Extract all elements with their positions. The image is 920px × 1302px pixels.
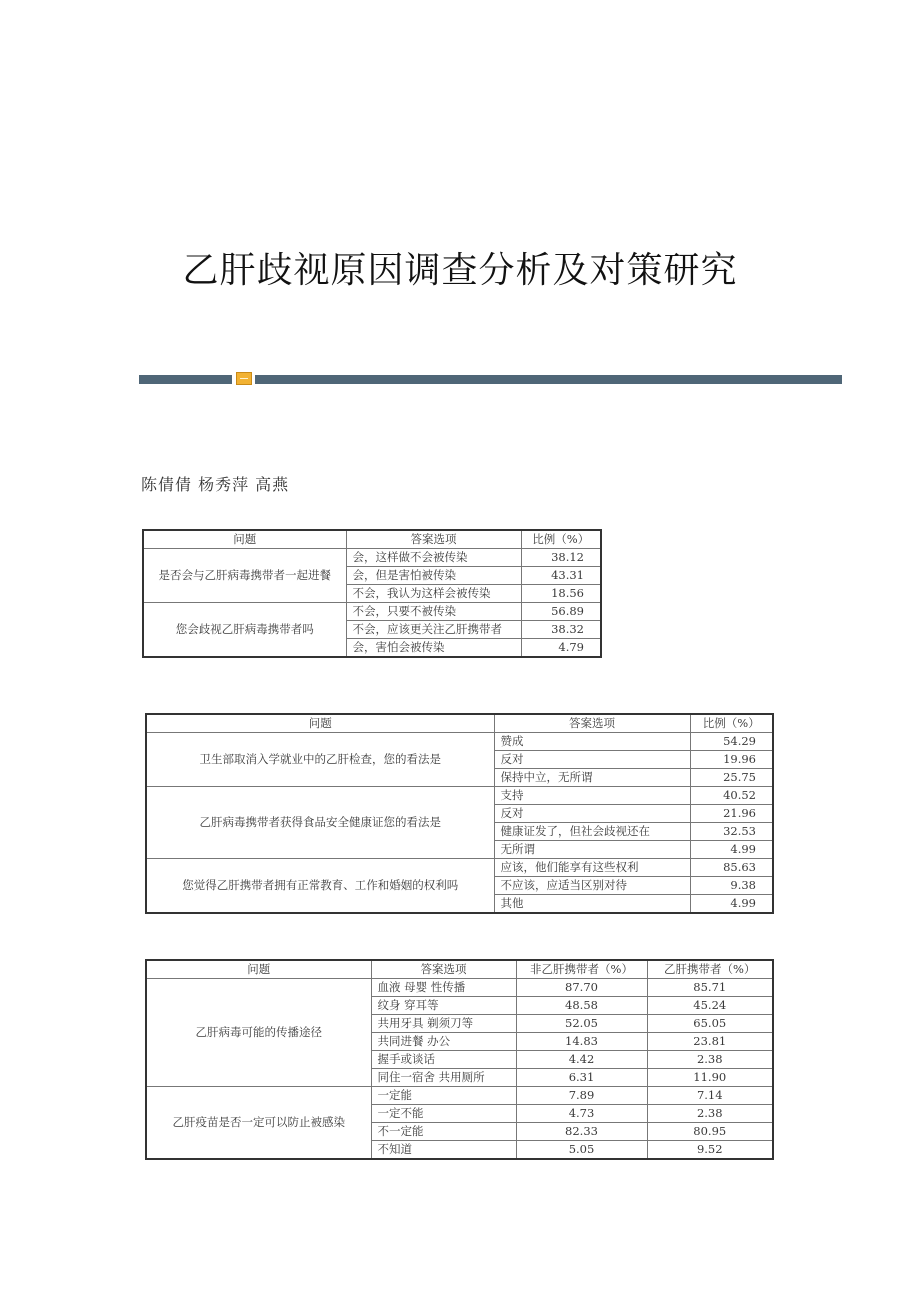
value-cell: 21.96	[690, 805, 773, 823]
answer-cell: 健康证发了，但社会歧视还在	[494, 823, 690, 841]
table-row	[146, 787, 773, 805]
question-cell: 卫生部取消入学就业中的乙肝检查，您的看法是	[146, 733, 494, 787]
answer-cell: 握手或谈话	[371, 1051, 516, 1069]
value-cell: 38.12	[521, 549, 601, 567]
value-cell: 40.52	[690, 787, 773, 805]
survey-table-2	[145, 713, 774, 914]
column-header: 问题	[146, 960, 371, 979]
answer-cell: 其他	[494, 895, 690, 914]
value-cell: 2.38	[647, 1105, 773, 1123]
value-cell: 6.31	[516, 1069, 647, 1087]
question-cell: 您会歧视乙肝病毒携带者吗	[143, 603, 346, 658]
value-cell: 18.56	[521, 585, 601, 603]
value-cell: 23.81	[647, 1033, 773, 1051]
column-header: 答案选项	[346, 530, 521, 549]
value-cell: 19.96	[690, 751, 773, 769]
question-cell: 您觉得乙肝携带者拥有正常教育、工作和婚姻的权利吗	[146, 859, 494, 914]
column-header: 问题	[146, 714, 494, 733]
value-cell: 2.38	[647, 1051, 773, 1069]
table-row	[146, 1087, 773, 1105]
question-cell: 乙肝病毒携带者获得食品安全健康证您的看法是	[146, 787, 494, 859]
answer-cell: 血液 母婴 性传播	[371, 979, 516, 997]
value-cell: 48.58	[516, 997, 647, 1015]
value-cell: 43.31	[521, 567, 601, 585]
answer-cell: 共用牙具 剃须刀等	[371, 1015, 516, 1033]
value-cell: 82.33	[516, 1123, 647, 1141]
authors-line: 陈倩倩 杨秀萍 高燕	[141, 475, 290, 494]
column-header: 答案选项	[494, 714, 690, 733]
answer-cell: 共同进餐 办公	[371, 1033, 516, 1051]
question-cell: 乙肝病毒可能的传播途径	[146, 979, 371, 1087]
value-cell: 85.71	[647, 979, 773, 997]
answer-cell: 会，害怕会被传染	[346, 639, 521, 658]
value-cell: 4.79	[521, 639, 601, 658]
answer-cell: 不一定能	[371, 1123, 516, 1141]
value-cell: 87.70	[516, 979, 647, 997]
answer-cell: 会，但是害怕被传染	[346, 567, 521, 585]
value-cell: 7.14	[647, 1087, 773, 1105]
column-header: 答案选项	[371, 960, 516, 979]
value-cell: 32.53	[690, 823, 773, 841]
value-cell: 25.75	[690, 769, 773, 787]
value-cell: 4.99	[690, 895, 773, 914]
answer-cell: 无所谓	[494, 841, 690, 859]
table-row	[146, 733, 773, 751]
document-title: 乙肝歧视原因调查分析及对策研究	[182, 250, 738, 292]
value-cell: 56.89	[521, 603, 601, 621]
value-cell: 5.05	[516, 1141, 647, 1160]
value-cell: 11.90	[647, 1069, 773, 1087]
value-cell: 4.73	[516, 1105, 647, 1123]
answer-cell: 保持中立，无所谓	[494, 769, 690, 787]
table-row	[146, 859, 773, 877]
value-cell: 4.42	[516, 1051, 647, 1069]
table-header-row	[146, 714, 773, 733]
answer-cell: 不会，我认为这样会被传染	[346, 585, 521, 603]
column-header: 问题	[143, 530, 346, 549]
answer-cell: 不应该，应适当区别对待	[494, 877, 690, 895]
question-cell: 乙肝疫苗是否一定可以防止被感染	[146, 1087, 371, 1160]
value-cell: 9.38	[690, 877, 773, 895]
value-cell: 45.24	[647, 997, 773, 1015]
value-cell: 80.95	[647, 1123, 773, 1141]
column-header: 比例（%）	[690, 714, 773, 733]
title-divider-right	[255, 375, 842, 384]
answer-cell: 会，这样做不会被传染	[346, 549, 521, 567]
answer-cell: 应该，他们能享有这些权利	[494, 859, 690, 877]
answer-cell: 反对	[494, 751, 690, 769]
answer-cell: 赞成	[494, 733, 690, 751]
column-header: 非乙肝携带者（%）	[516, 960, 647, 979]
table-header-row	[146, 960, 773, 979]
answer-cell: 不会，只要不被传染	[346, 603, 521, 621]
answer-cell: 反对	[494, 805, 690, 823]
answer-cell: 纹身 穿耳等	[371, 997, 516, 1015]
table-header-row	[143, 530, 601, 549]
answer-cell: 同住一宿舍 共用厕所	[371, 1069, 516, 1087]
value-cell: 54.29	[690, 733, 773, 751]
value-cell: 65.05	[647, 1015, 773, 1033]
survey-table-3	[145, 959, 774, 1160]
value-cell: 9.52	[647, 1141, 773, 1160]
value-cell: 38.32	[521, 621, 601, 639]
answer-cell: 不知道	[371, 1141, 516, 1160]
column-header: 乙肝携带者（%）	[647, 960, 773, 979]
answer-cell: 一定不能	[371, 1105, 516, 1123]
answer-cell: 不会，应该更关注乙肝携带者	[346, 621, 521, 639]
value-cell: 4.99	[690, 841, 773, 859]
question-cell: 是否会与乙肝病毒携带者一起进餐	[143, 549, 346, 603]
value-cell: 14.83	[516, 1033, 647, 1051]
divider-ornament-icon	[236, 372, 252, 385]
table-row	[143, 549, 601, 567]
column-header: 比例（%）	[521, 530, 601, 549]
table-row	[146, 979, 773, 997]
value-cell: 85.63	[690, 859, 773, 877]
survey-table-1	[142, 529, 602, 658]
value-cell: 52.05	[516, 1015, 647, 1033]
answer-cell: 一定能	[371, 1087, 516, 1105]
table-row	[143, 603, 601, 621]
value-cell: 7.89	[516, 1087, 647, 1105]
title-divider-left	[139, 375, 232, 384]
answer-cell: 支持	[494, 787, 690, 805]
